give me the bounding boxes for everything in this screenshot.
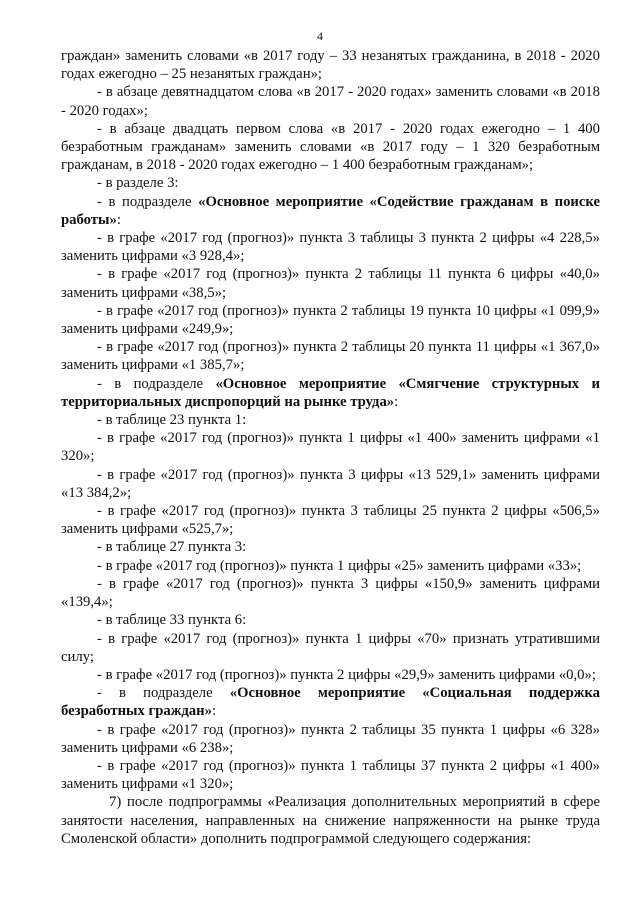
paragraph-text: - в графе «2017 год (прогноз)» пункта 2 цифры «29,9» заменить цифрами «0,0»;: [97, 666, 596, 683]
paragraph-text: - в графе «2017 год (прогноз)» пункта 1 цифры «25» заменить цифрами «33»;: [97, 557, 582, 574]
paragraph-text: - в графе «2017 год (прогноз)» пункта 2 таблицы 19 пункта 10 цифры «1 099,9» заменить цифрами «249,9»;: [61, 302, 600, 338]
paragraph: [61, 302, 600, 338]
paragraph: [61, 684, 600, 720]
paragraph: [61, 757, 600, 793]
paragraph: [61, 666, 600, 684]
paragraph-text: - в подразделе: [97, 685, 230, 702]
paragraph-text: - в графе «2017 год (прогноз)» пункта 3 цифры «150,9» заменить цифрами «139,4»;: [61, 575, 600, 611]
paragraph: [61, 120, 600, 175]
paragraph-text: - в графе «2017 год (прогноз)» пункта 1 цифры «1 400» заменить цифрами «1 320»;: [61, 430, 600, 465]
paragraph: [61, 538, 600, 556]
paragraph: [61, 338, 600, 374]
paragraph: [61, 265, 600, 301]
paragraph-suffix: :: [211, 703, 217, 720]
paragraph-text: - в таблице 27 пункта 3:: [97, 539, 247, 556]
subsection-title: «Основное мероприятие «Содействие гражданам в поиске работы»: [61, 193, 601, 228]
paragraph-text: - в таблице 23 пункта 1:: [97, 412, 247, 429]
subsection-title: «Основное мероприятие «Социальная поддержка безработных граждан»: [61, 685, 600, 720]
paragraph: [61, 793, 600, 848]
paragraph-text: - в графе «2017 год (прогноз)» пункта 1 таблицы 37 пункта 2 цифры «1 400» заменить цифрами «1 320»;: [61, 757, 600, 793]
paragraph: [61, 229, 600, 265]
paragraph-text: - в абзаце двадцать первом слова «в 2017 - 2020 годах ежегодно – 1 400 безработным гражданам» заменить словами «в 2017 году – 1 320 безработным гражданам, в 2018 - 2020 годах ежегодно – 1 400 безработным гражданам»;: [61, 120, 600, 174]
paragraph: [61, 466, 600, 502]
paragraph-text: граждан» заменить словами «в 2017 году – 33 незанятых гражданина, в 2018 - 2020 годах ежегодно – 25 незанятых граждан»;: [61, 48, 600, 83]
paragraph-text: - в графе «2017 год (прогноз)» пункта 2 таблицы 20 пункта 11 цифры «1 367,0» заменить цифрами «1 385,7»;: [61, 339, 600, 374]
paragraph-text: - в подразделе: [97, 375, 216, 392]
paragraph-text: - в графе «2017 год (прогноз)» пункта 3 таблицы 3 пункта 2 цифры «4 228,5» заменить цифрами «3 928,4»;: [61, 230, 600, 265]
paragraph-suffix: :: [394, 393, 399, 410]
paragraph: [61, 611, 600, 629]
paragraph: [61, 193, 600, 229]
paragraph: [61, 575, 600, 611]
paragraph: [61, 429, 600, 465]
paragraph-text: - в графе «2017 год (прогноз)» пункта 1 цифры «70» признать утратившими силу;: [61, 630, 600, 665]
paragraph-text: - в графе «2017 год (прогноз)» пункта 3 цифры «13 529,1» заменить цифрами «13 384,2»;: [61, 466, 600, 501]
document-body: [61, 47, 600, 848]
paragraph-text: 7) после подпрограммы «Реализация дополнительных мероприятий в сфере занятости населения, направленных на снижение напряженности на рынке труда Смоленской области» дополнить подпрограммой следующего содержания:: [61, 794, 600, 847]
paragraph-suffix: :: [116, 211, 121, 228]
paragraph: [61, 630, 600, 666]
paragraph: [61, 375, 600, 411]
subsection-title: «Основное мероприятие «Смягчение структурных и территориальных диспропорций на рынке труда»: [61, 375, 600, 410]
paragraph: [61, 47, 600, 83]
paragraph: [61, 721, 600, 757]
paragraph-text: - в таблице 33 пункта 6:: [97, 612, 247, 629]
paragraph-text: - в графе «2017 год (прогноз)» пункта 2 таблицы 11 пункта 6 цифры «40,0» заменить цифрами «38,5»;: [61, 266, 600, 301]
paragraph: [61, 174, 600, 192]
paragraph: [61, 83, 600, 119]
paragraph-text: - в графе «2017 год (прогноз)» пункта 2 таблицы 35 пункта 1 цифры «6 328» заменить цифрами «6 238»;: [61, 721, 600, 756]
paragraph: [61, 557, 600, 575]
paragraph-text: - в разделе 3:: [97, 175, 179, 192]
paragraph: [61, 411, 600, 429]
paragraph-text: - в подразделе: [97, 193, 199, 210]
page-number: 4: [317, 29, 323, 43]
paragraph-text: - в абзаце девятнадцатом слова «в 2017 - 2020 годах» заменить словами «в 2018 - 2020 годах»;: [61, 84, 600, 119]
paragraph-text: - в графе «2017 год (прогноз)» пункта 3 таблицы 25 пункта 2 цифры «506,5» заменить цифрами «525,7»;: [61, 503, 600, 538]
paragraph: [61, 502, 600, 538]
